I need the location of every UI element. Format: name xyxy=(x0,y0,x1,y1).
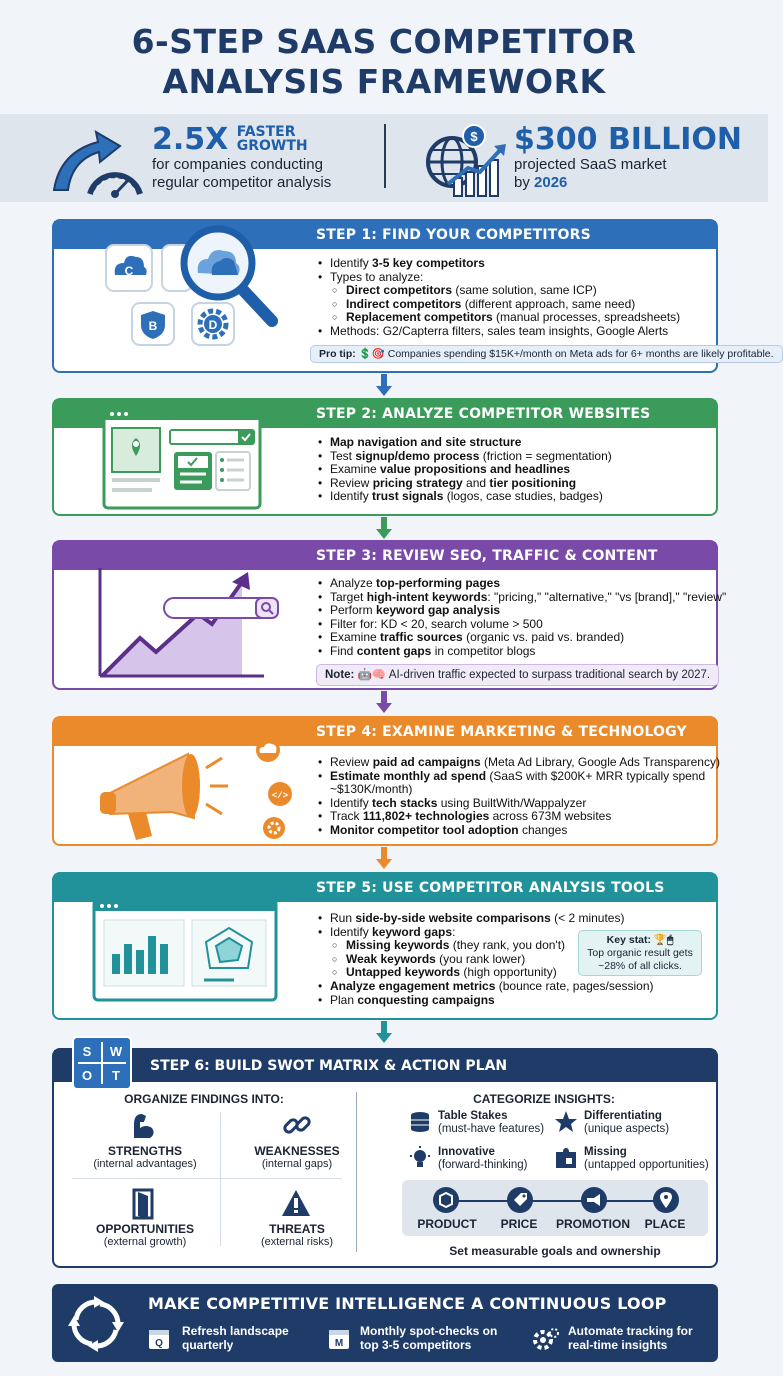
stat-growth-accent-2: GROWTH xyxy=(236,138,308,154)
bullet-item: ~$130K/month) xyxy=(330,782,413,797)
step-3-filter: • Filter for: KD < 20, search volume > 500 xyxy=(316,618,726,632)
calendar-monthly-icon xyxy=(328,1326,350,1350)
search-competitors-illustration xyxy=(102,225,282,353)
step-5-title: STEP 5: USE COMPETITOR ANALYSIS TOOLS xyxy=(54,874,716,902)
four-p-place: PLACE xyxy=(644,1217,686,1231)
category-innovative: Innovative (forward-thinking) xyxy=(438,1146,528,1171)
bullet-item: • Analyze top-performing pages xyxy=(316,577,726,591)
open-door-icon xyxy=(130,1188,158,1220)
four-p-promotion: PROMOTION xyxy=(556,1217,630,1231)
step-6-card xyxy=(52,1048,718,1268)
bullet-item: • Identify 3-5 key competitors xyxy=(316,257,680,271)
bullet-item: • Run side-by-side website comparisons (< 2 minutes) xyxy=(316,912,654,926)
promotion-megaphone-icon xyxy=(580,1186,608,1214)
place-pin-icon xyxy=(652,1186,680,1214)
competitor-logo-b: B xyxy=(148,319,158,333)
arrow-down-icon xyxy=(376,517,392,539)
swot-letter-o: O xyxy=(81,1068,93,1083)
stat-market-value: $300 BILLION xyxy=(514,122,742,157)
svg-text:Q: Q xyxy=(155,1338,163,1349)
step-6-title: STEP 6: BUILD SWOT MATRIX & ACTION PLAN xyxy=(54,1050,716,1082)
competitor-logo-c: C xyxy=(124,264,134,278)
step-5-card xyxy=(52,872,718,1020)
bullet-item: • Review pricing strategy and tier positioning xyxy=(316,477,612,491)
bullet-item: ○ Replacement competitors (manual processes, spreadsheets) xyxy=(316,311,680,325)
gear-icon xyxy=(532,1326,560,1352)
broken-link-icon xyxy=(282,1110,312,1140)
four-p-price: PRICE xyxy=(500,1217,538,1231)
bullet-item: • Analyze engagement metrics (bounce rate, pages/session) xyxy=(316,980,654,994)
growth-arrow-gauge-icon xyxy=(50,122,142,196)
step-1-types-label: • Types to analyze: xyxy=(316,271,680,285)
swot-threats: THREATS (external risks) xyxy=(260,1222,334,1248)
loop-item-refresh: Refresh landscape quarterly xyxy=(182,1324,289,1352)
analytics-dashboard-illustration xyxy=(92,898,278,1002)
product-box-icon xyxy=(432,1186,460,1214)
bullet-item: • Review paid ad campaigns (Meta Ad Library, Google Ads Transparency) xyxy=(316,756,720,770)
bullet-item: • Find content gaps in competitor blogs xyxy=(316,645,726,659)
arrow-down-icon xyxy=(376,1021,392,1043)
star-icon xyxy=(554,1110,578,1134)
swot-letter-w: W xyxy=(109,1044,123,1059)
stat-market-year: 2026 xyxy=(534,174,568,191)
step-1-pro-tip: Pro tip: 💲🎯 Companies spending $15K+/month on Meta ads for 6+ months are likely profitable. xyxy=(310,345,783,363)
bullet-item: • Estimate monthly ad spend (SaaS with $200K+ MRR typically spend xyxy=(316,770,720,784)
svg-text:$: $ xyxy=(470,129,478,144)
step-3-card xyxy=(52,540,727,690)
stat-growth-sub-2: regular competitor analysis xyxy=(152,174,332,191)
price-tag-icon xyxy=(506,1186,534,1214)
strength-arm-icon xyxy=(128,1110,158,1140)
page-title xyxy=(0,22,768,102)
key-stat-box xyxy=(578,930,702,976)
key-stat-line-2: ~28% of all clicks. xyxy=(598,960,682,972)
stat-growth-sub-1: for companies conducting xyxy=(152,156,323,173)
swot-matrix-icon xyxy=(72,1036,132,1090)
stat-market-sub-2: by xyxy=(514,174,530,191)
bullet-item: ○ Untapped keywords (high opportunity) xyxy=(316,966,654,980)
arrow-down-icon xyxy=(376,691,392,713)
megaphone-illustration xyxy=(98,736,298,846)
step-1-card xyxy=(52,219,774,373)
bullet-item: • Monitor competitor tool adoption changes xyxy=(316,824,720,838)
refresh-cycle-icon xyxy=(66,1294,126,1354)
bullet-item: • Target high-intent keywords: "pricing," "alternative," "vs [brand]," "review" xyxy=(316,591,726,605)
bullet-item: • Test signup/demo process (friction = segmentation) xyxy=(316,450,612,464)
bullet-item: • Track 111,802+ technologies across 673M websites xyxy=(316,810,720,824)
arrow-down-icon xyxy=(376,374,392,396)
stat-growth xyxy=(152,124,372,212)
category-missing: Missing (untapped opportunities) xyxy=(584,1146,709,1171)
swot-weaknesses: WEAKNESSES (internal gaps) xyxy=(254,1144,340,1170)
category-table-stakes: Table Stakes (must-have features) xyxy=(438,1110,545,1135)
categorize-heading: CATEGORIZE INSIGHTS: xyxy=(473,1092,615,1106)
goals-text: Set measurable goals and ownership xyxy=(449,1244,661,1258)
loop-item-monthly: Monthly spot-checks on top 3-5 competitors xyxy=(360,1324,498,1352)
puzzle-piece-icon xyxy=(554,1146,578,1170)
swot-letter-t: T xyxy=(112,1068,120,1083)
bullet-item: • Plan conquesting campaigns xyxy=(316,994,654,1008)
loop-title: MAKE COMPETITIVE INTELLIGENCE A CONTINUOUS LOOP xyxy=(148,1294,667,1313)
title-line-2: ANALYSIS FRAMEWORK xyxy=(162,62,606,101)
bullet-item: ○ Indirect competitors (different approach, same need) xyxy=(316,298,680,312)
bullet-item: • Examine traffic sources (organic vs. paid vs. branded) xyxy=(316,631,726,645)
stat-growth-value: 2.5X xyxy=(152,122,229,157)
arrow-down-icon xyxy=(376,847,392,869)
step-4-card xyxy=(52,716,718,846)
bullet-item: • Identify trust signals (logos, case studies, badges) xyxy=(316,490,612,504)
key-stat-label: Key stat: 🏆🖱 xyxy=(606,934,674,946)
warning-triangle-icon xyxy=(280,1188,312,1218)
bullet-item: ○ Direct competitors (same solution, same ICP) xyxy=(316,284,680,298)
seo-growth-chart-illustration xyxy=(94,558,294,680)
bullet-item: • Map navigation and site structure xyxy=(316,436,612,450)
stat-market xyxy=(514,124,744,212)
lightbulb-icon xyxy=(408,1146,432,1170)
step-3-note: Note: 🤖🧠 AI-driven traffic expected to surpass traditional search by 2027. xyxy=(316,664,719,686)
svg-text:M: M xyxy=(334,1338,344,1349)
key-stat-line-1: Top organic result gets xyxy=(587,947,693,959)
stat-growth-accent-1: FASTER xyxy=(236,124,296,140)
bullet-item: ○ Missing keywords (they rank, you don't) xyxy=(316,939,654,953)
svg-text:</>: </> xyxy=(271,791,289,801)
bullet-item: ○ Weak keywords (you rank lower) xyxy=(316,953,654,967)
stat-market-sub-1: projected SaaS market xyxy=(514,156,667,173)
step-2-card xyxy=(52,398,718,516)
calendar-quarterly-icon xyxy=(148,1326,170,1350)
swot-opportunities: OPPORTUNITIES (external growth) xyxy=(95,1222,194,1248)
title-line-1: 6-STEP SAAS COMPETITOR xyxy=(131,22,637,61)
globe-chart-dollar-icon xyxy=(424,122,510,198)
bullet-item: • Identify keyword gaps: xyxy=(316,926,654,940)
website-wireframe-illustration xyxy=(102,406,262,510)
bullet-item: • Identify tech stacks using BuiltWith/Wappalyzer xyxy=(316,797,720,811)
swot-heading: ORGANIZE FINDINGS INTO: xyxy=(124,1092,284,1106)
category-differentiating: Differentiating (unique aspects) xyxy=(584,1110,670,1135)
four-p-product: PRODUCT xyxy=(417,1217,477,1231)
step-3-title: STEP 3: REVIEW SEO, TRAFFIC & CONTENT xyxy=(54,542,716,570)
continuous-loop-banner xyxy=(52,1284,718,1362)
step-1-title: STEP 1: FIND YOUR COMPETITORS xyxy=(54,221,716,249)
step-1-methods: • Methods: G2/Capterra filters, sales team insights, Google Alerts xyxy=(316,325,680,339)
loop-item-automate: Automate tracking for real-time insights xyxy=(568,1324,693,1352)
stats-divider xyxy=(384,124,386,188)
bullet-item: • Examine value propositions and headlines xyxy=(316,463,612,477)
swot-strengths: STRENGTHS (internal advantages) xyxy=(93,1144,197,1170)
swot-letter-s: S xyxy=(82,1044,92,1059)
step-4-title: STEP 4: EXAMINE MARKETING & TECHNOLOGY xyxy=(54,718,716,746)
step-2-title: STEP 2: ANALYZE COMPETITOR WEBSITES xyxy=(54,400,716,428)
coin-stack-icon xyxy=(408,1110,432,1134)
competitor-logo-d: D xyxy=(208,318,218,332)
bullet-item: • Perform keyword gap analysis xyxy=(316,604,726,618)
